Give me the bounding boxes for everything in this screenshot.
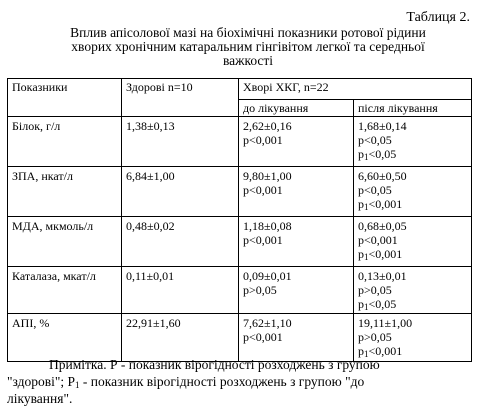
table-row bbox=[8, 267, 472, 314]
table-row bbox=[8, 167, 472, 217]
after-treatment-cell bbox=[354, 314, 472, 362]
value-text: <0,001 bbox=[368, 344, 403, 358]
after-treatment-cell bbox=[354, 217, 472, 267]
healthy-value-cell: 1,38±0,13 bbox=[122, 117, 239, 167]
cell-value-line: 1,18±0,08 bbox=[243, 219, 292, 233]
cell-value-line bbox=[358, 169, 468, 183]
indicator-cell: Білок, г/л bbox=[8, 117, 122, 167]
value-text: >0,05 bbox=[364, 330, 392, 344]
cell-value-line bbox=[358, 269, 468, 283]
table-header-row bbox=[8, 79, 472, 100]
p-subscript: 1 bbox=[364, 302, 369, 312]
footnote-line: лікування". bbox=[7, 391, 73, 406]
value-text: <0,05 bbox=[368, 147, 397, 161]
cell-value-line: p>0,05 bbox=[243, 283, 277, 297]
table-footnote bbox=[7, 356, 473, 407]
cell-value-line: 0,09±0,01 bbox=[243, 269, 292, 283]
cell-value-line: p<0,001 bbox=[243, 183, 283, 197]
after-treatment-cell bbox=[354, 267, 472, 314]
value-text: <0,05 bbox=[368, 297, 397, 311]
value-text: <0,001 bbox=[368, 197, 403, 211]
cell-value-line: 9,80±1,00 bbox=[243, 169, 292, 183]
healthy-value-cell: 0,11±0,01 bbox=[122, 267, 239, 314]
before-treatment-cell bbox=[239, 314, 354, 362]
cell-value-line bbox=[358, 247, 468, 261]
healthy-value-cell: 22,91±1,60 bbox=[122, 314, 239, 362]
table-number-label: Таблиця 2. bbox=[406, 10, 470, 25]
p-symbol: p bbox=[358, 197, 364, 211]
healthy-value-cell: 0,48±0,02 bbox=[122, 217, 239, 267]
header-before-treatment-cell: до лікування bbox=[239, 100, 354, 117]
after-treatment-cell bbox=[354, 167, 472, 217]
cell-value-line bbox=[358, 283, 468, 297]
p-subscript: 1 bbox=[364, 202, 369, 212]
table-row bbox=[8, 217, 472, 267]
value-text: >0,05 bbox=[364, 283, 392, 297]
p-symbol: p bbox=[358, 133, 364, 147]
cell-value-line: p<0,001 bbox=[243, 330, 283, 344]
p-subscript: 1 bbox=[364, 252, 369, 262]
p-symbol: p bbox=[358, 247, 364, 261]
value-text: 1,68±0,14 bbox=[358, 119, 407, 133]
p-subscript: 1 bbox=[364, 349, 369, 359]
cell-value-line bbox=[358, 119, 468, 133]
before-treatment-cell bbox=[239, 217, 354, 267]
value-text: <0,05 bbox=[364, 133, 392, 147]
cell-value-line bbox=[358, 316, 468, 330]
cell-value-line bbox=[358, 330, 468, 344]
p-symbol: p bbox=[358, 344, 364, 358]
before-treatment-cell bbox=[239, 267, 354, 314]
header-after-treatment-cell: після лікування bbox=[354, 100, 472, 117]
cell-value-line bbox=[358, 297, 468, 311]
p-symbol: p bbox=[358, 233, 364, 247]
cell-value-line bbox=[358, 219, 468, 233]
indicator-cell: АПІ, % bbox=[8, 314, 122, 362]
value-text: 0,13±0,01 bbox=[358, 269, 407, 283]
cell-value-line bbox=[358, 197, 468, 211]
p-symbol: p bbox=[358, 147, 364, 161]
cell-value-line: p<0,001 bbox=[243, 133, 283, 147]
indicator-cell: Каталаза, мкат/л bbox=[8, 267, 122, 314]
value-text: <0,001 bbox=[364, 233, 398, 247]
footnote-line: Примітка. Р - показник вірогідності розходжень з групою bbox=[49, 357, 380, 372]
indicator-cell: МДА, мкмоль/л bbox=[8, 217, 122, 267]
indicator-cell: ЗПА, нкат/л bbox=[8, 167, 122, 217]
value-text: 6,60±0,50 bbox=[358, 169, 407, 183]
footnote-subscript: 1 bbox=[75, 380, 80, 390]
cell-value-line bbox=[358, 233, 468, 247]
biochemical-indicators-table bbox=[7, 78, 472, 362]
footnote-text: - показник вірогідності розходжень з групою "до bbox=[79, 374, 365, 389]
cell-value-line: p<0,001 bbox=[243, 233, 283, 247]
p-symbol: p bbox=[358, 183, 364, 197]
footnote-line bbox=[7, 373, 473, 390]
cell-value-line: 2,62±0,16 bbox=[243, 119, 292, 133]
before-treatment-cell bbox=[239, 167, 354, 217]
footnote-text: "здорові"; P bbox=[7, 374, 75, 389]
value-text: 0,68±0,05 bbox=[358, 219, 407, 233]
p-symbol: p bbox=[358, 297, 364, 311]
table-row bbox=[8, 314, 472, 362]
table-title-line: важкості bbox=[222, 53, 274, 68]
table-title bbox=[28, 26, 468, 68]
cell-value-line bbox=[358, 133, 468, 147]
after-treatment-cell bbox=[354, 117, 472, 167]
cell-value-line bbox=[358, 147, 468, 161]
healthy-value-cell: 6,84±1,00 bbox=[122, 167, 239, 217]
cell-value-line: 7,62±1,10 bbox=[243, 316, 292, 330]
p-symbol: p bbox=[358, 283, 364, 297]
value-text: <0,001 bbox=[368, 247, 403, 261]
header-healthy-cell: Здорові n=10 bbox=[122, 79, 239, 117]
table-title-line: Вплив апісолової мазі на біохімічні показники ротової рідини bbox=[70, 25, 426, 40]
value-text: 19,11±1,00 bbox=[358, 316, 413, 330]
before-treatment-cell bbox=[239, 117, 354, 167]
p-symbol: p bbox=[358, 330, 364, 344]
header-patients-cell: Хворі ХКГ, n=22 bbox=[239, 79, 472, 100]
table-row bbox=[8, 117, 472, 167]
cell-value-line bbox=[358, 183, 468, 197]
value-text: <0,05 bbox=[364, 183, 392, 197]
p-subscript: 1 bbox=[364, 152, 369, 162]
table-title-line: хворих хронічним катаральним гінгівітом легкої та середньої bbox=[71, 39, 425, 54]
header-indicator-cell: Показники bbox=[8, 79, 122, 117]
